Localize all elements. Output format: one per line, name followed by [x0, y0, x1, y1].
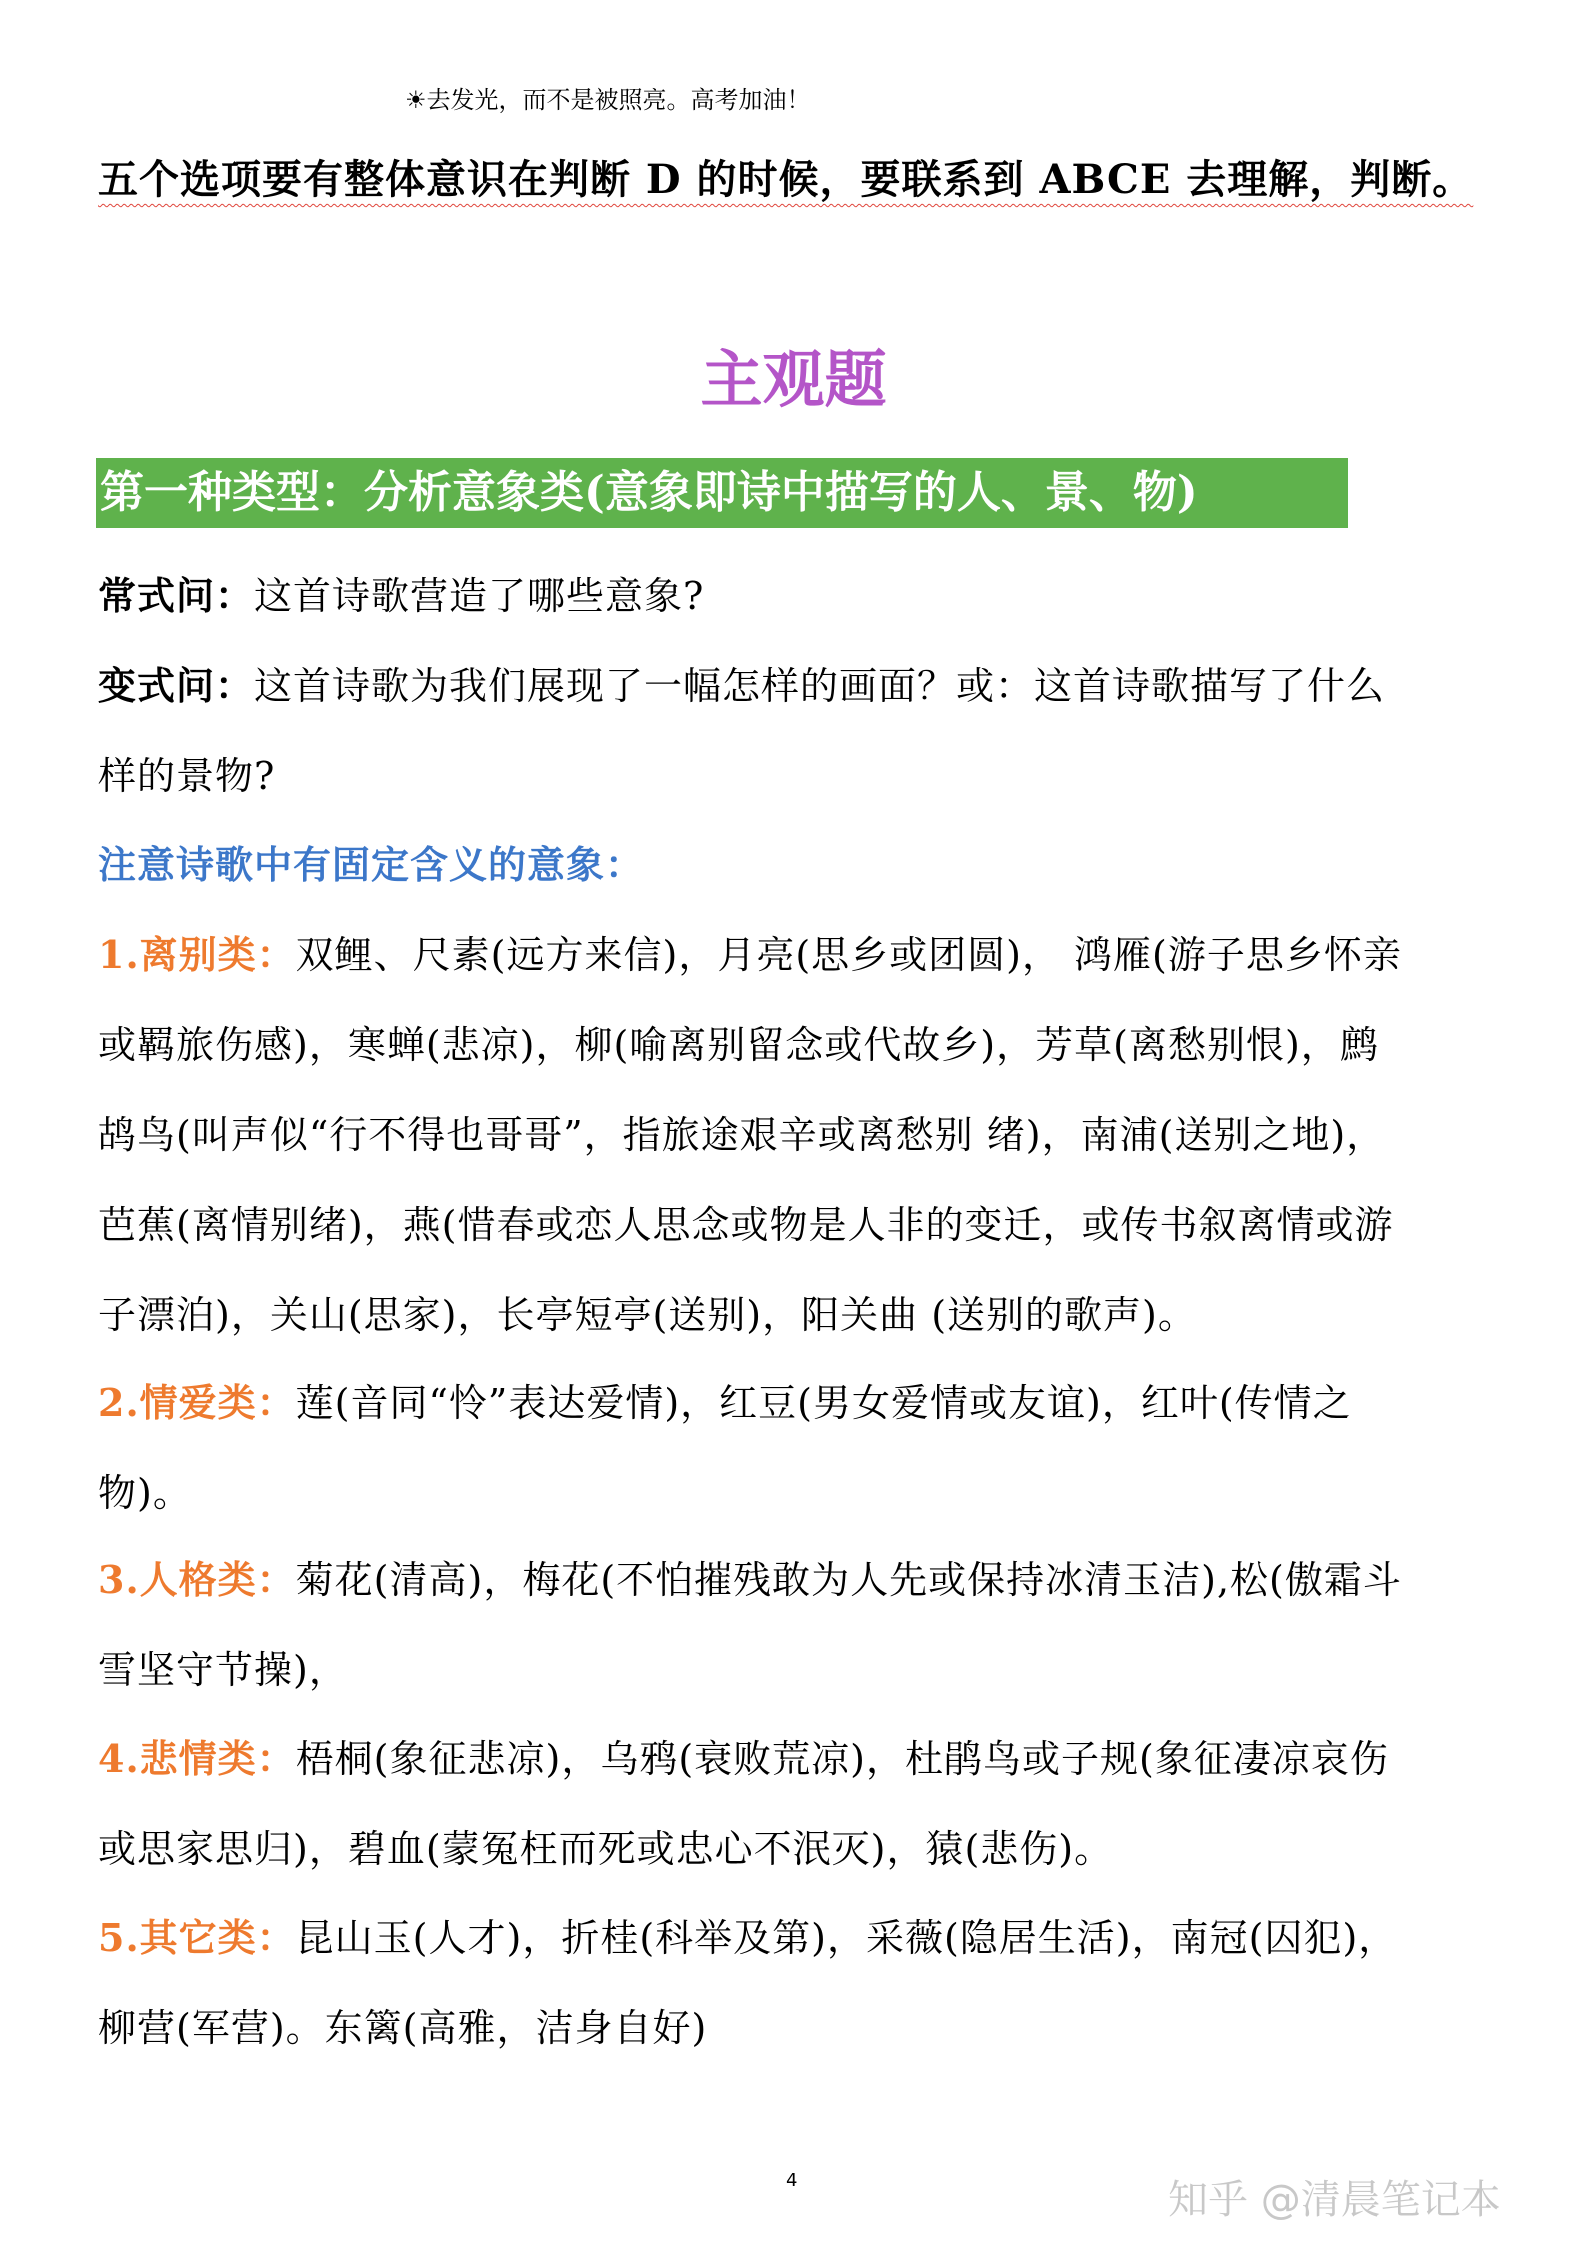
category-character [98, 1535, 1498, 1715]
page-header-motto: ☀去发光，而不是被照亮。高考加油！ [405, 86, 811, 114]
category-line: 芭蕉(离情别绪)，燕(惜春或恋人思念或物是人非的变迁，或传书叙离情或游 [98, 1203, 1394, 1247]
common-question [98, 551, 1498, 641]
category-love [98, 1358, 1498, 1538]
variant-question [98, 641, 1498, 821]
category-line: 莲(音同“怜”表达爱情)，红豆(男女爱情或友谊)，红叶(传情之 [295, 1381, 1352, 1425]
intro-sentence: 五个选项要有整体意识在判断 D 的时候，要联系到 ABCE 去理解，判断。 [98, 156, 1474, 203]
category-line: 昆山玉(人才)，折桂(科举及第)，采薇(隐居生活)，南冠(囚犯)， [295, 1916, 1398, 1960]
common-question-label: 常式问： [98, 573, 255, 618]
variant-question-label: 变式问： [98, 663, 255, 708]
variant-question-line: 样的景物? [98, 754, 276, 798]
category-label: 4.悲情类： [98, 1736, 296, 1781]
category-line: 子漂泊)，关山(思家)，长亭短亭(送别)，阳关曲 (送别的歌声)。 [98, 1293, 1197, 1337]
category-line: 菊花(清高)，梅花(不怕摧残敢为人先或保持冰清玉洁),松(傲霜斗 [295, 1558, 1402, 1602]
category-label: 3.人格类： [98, 1557, 296, 1602]
category-label: 2.情爱类： [98, 1380, 296, 1425]
category-line: 鸪鸟(叫声似“行不得也哥哥”，指旅途艰辛或离愁别 绪)，南浦(送别之地)， [98, 1113, 1386, 1157]
section-title: 主观题 [700, 343, 887, 416]
category-line: 柳营(军营)。东篱(高雅，洁身自好) [98, 2006, 708, 2050]
category-line: 双鲤、尺素(远方来信)，月亮(思乡或团圆)， 鸿雁(游子思乡怀亲 [295, 933, 1402, 977]
category-line: 或思家思归)，碧血(蒙冤枉而死或忠心不泯灭)，猿(悲伤)。 [98, 1827, 1114, 1871]
category-line: 梧桐(象征悲凉)，乌鸦(衰败荒凉)，杜鹃鸟或子规(象征凄凉哀伤 [295, 1737, 1389, 1781]
category-label: 5.其它类： [98, 1915, 296, 1960]
category-line: 雪坚守节操)， [98, 1648, 348, 1692]
category-sorrow [98, 1714, 1498, 1894]
category-line: 物)。 [98, 1471, 192, 1515]
variant-question-line: 这首诗歌为我们展现了一幅怎样的画面？或：这首诗歌描写了什么 [254, 664, 1386, 708]
common-question-text: 这首诗歌营造了哪些意象? [254, 574, 705, 618]
type-banner: 第一种类型：分析意象类(意象即诗中描写的人、景、物) [96, 458, 1348, 528]
category-line: 或羁旅伤感)，寒蝉(悲凉)，柳(喻离别留念或代故乡)，芳草(离愁别恨)，鹧 [98, 1023, 1379, 1067]
page-number: 4 [786, 2170, 798, 2191]
note-heading: 注意诗歌中有固定含义的意象： [98, 842, 645, 887]
watermark: 知乎 @清晨笔记本 [1168, 2177, 1501, 2223]
category-label: 1.离别类： [98, 932, 296, 977]
category-other [98, 1893, 1498, 2073]
category-separation [98, 910, 1498, 1360]
